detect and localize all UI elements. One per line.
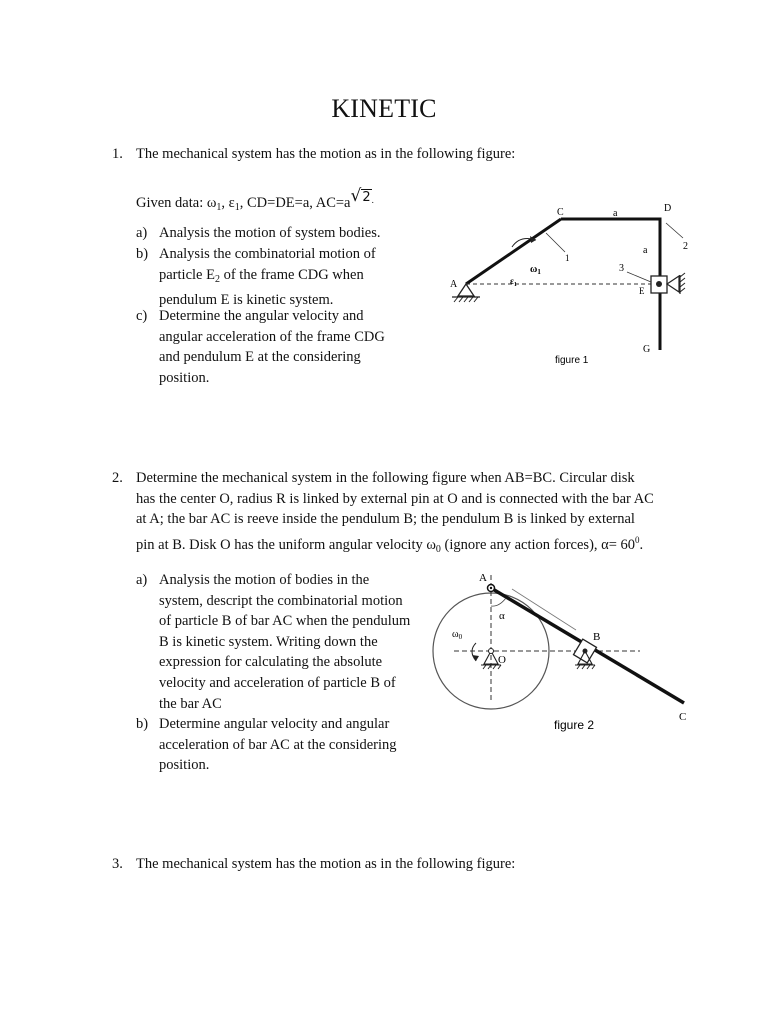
q1-item-b-after-sub: of the frame CDG when (219, 266, 364, 283)
q1-item-b-line (159, 265, 376, 291)
q1-item-b-line: Analysis the combinatorial motion of (159, 246, 376, 262)
label-e: E (639, 286, 645, 296)
q1-given-sub1: 1 (216, 202, 222, 213)
q1-item-c-line: Determine the angular velocity and (159, 308, 364, 324)
q2-item-b-marker: b) (136, 716, 149, 732)
q2-item-a-line: of particle B of bar AC when the pendulum (159, 613, 411, 630)
pin-e (656, 281, 662, 287)
q2-item-a-line: system, descript the combinatorial motion (159, 592, 403, 609)
sqrt-argument: 2 (362, 190, 371, 205)
q1-item-c-line: and pendulum E at the considering (159, 349, 361, 366)
sqrt-symbol: √ (350, 186, 362, 206)
eps-symbol: ε (510, 276, 514, 286)
label-2: 2 (683, 241, 688, 252)
q2-text-line: at A; the bar AC is reeve inside the pendulum B; the pendulum B is linked by external (136, 511, 635, 528)
sqrt-tail: . (371, 195, 374, 205)
q1-item-c-marker: c) (136, 308, 148, 324)
q2-line4-prefix: pin at B. Disk O has the uniform angular velocity ω (136, 536, 436, 553)
q2-item-a-marker: a) (136, 572, 148, 588)
q1-number: 1. (112, 146, 123, 162)
omega-sub: 1 (537, 268, 541, 276)
q1-item-b-marker: b) (136, 246, 149, 262)
pointer-2 (666, 223, 683, 238)
q2-item-b-line: Determine angular velocity and angular (159, 716, 390, 732)
q1-item-c-line: position. (159, 369, 210, 386)
figure-1-caption: figure 1 (555, 355, 589, 366)
q1-text: The mechanical system has the motion as in the following figure: (136, 146, 516, 162)
label-1: 1 (565, 253, 570, 263)
page-title: KINETIC (331, 94, 437, 123)
q1-given-mid1: , ε (221, 195, 235, 211)
q1-given-sub2: 1 (234, 202, 240, 213)
omega0-arrowhead-icon (472, 655, 479, 661)
pin-a-dot (490, 587, 492, 589)
label-g: G (643, 344, 651, 355)
label-c: C (679, 711, 687, 723)
q2-text-line: Determine the mechanical system in the following figure when AB=BC. Circular disk (136, 470, 635, 486)
bar-ac (466, 219, 561, 284)
figure-2-caption: figure 2 (554, 718, 595, 732)
label-a-right: a (643, 245, 648, 256)
q1-item-b-particle: particle E (159, 266, 215, 283)
q2-item-a-line: expression for calculating the absolute (159, 654, 383, 671)
q1-item-b-sub: 2 (214, 273, 220, 285)
q1-given-prefix: Given data: ω (136, 195, 217, 211)
q2-number: 2. (112, 470, 123, 486)
figure-1 (440, 195, 710, 375)
label-eps1 (510, 276, 517, 288)
label-3: 3 (619, 263, 624, 274)
q1-item-c-line: angular acceleration of the frame CDG (159, 328, 385, 345)
q1-item-b-line: pendulum E is kinetic system. (159, 292, 334, 309)
q2-item-a-line: the bar AC (159, 695, 222, 712)
q2-text-line: has the center O, radius R is linked by external pin at O and is connected with the bar AC (136, 490, 654, 507)
label-omega0 (452, 629, 463, 641)
q2-text-line (136, 530, 654, 561)
label-a-top: a (613, 208, 618, 219)
omega0-sub: 0 (458, 633, 463, 641)
label-c: C (557, 207, 564, 218)
figure-2 (428, 563, 698, 738)
q2-item-b-line: position. (159, 757, 210, 774)
frame-cdg (561, 219, 660, 350)
q2-line4-mid: (ignore any action forces), α= 60 (440, 536, 636, 553)
q2-line4-sup: 0 (635, 534, 640, 545)
omega0-symbol: ω (452, 629, 459, 640)
q3-text: The mechanical system has the motion as in the following figure: (136, 856, 516, 872)
q1-given-mid2: , CD=DE=a, AC=a (239, 195, 351, 211)
q2-line4-tail: . (639, 536, 644, 553)
q2-item-a-line: B is kinetic system. Writing down the (159, 633, 378, 650)
q1-item-a-line: Analysis the motion of system bodies. (159, 225, 381, 241)
pointer-3 (627, 272, 651, 282)
label-alpha: α (499, 610, 505, 622)
q2-item-a-line: Analysis the motion of bodies in the (159, 572, 370, 588)
q2-item-a-line: velocity and acceleration of particle B of (159, 674, 396, 691)
alpha-arc (491, 598, 506, 606)
q2-text (136, 468, 654, 560)
label-omega1 (530, 264, 541, 276)
q2-line4-sub: 0 (435, 543, 441, 555)
omega-symbol: ω (530, 264, 538, 275)
pendulum-support (667, 273, 685, 294)
eps-sub: 1 (513, 282, 517, 288)
label-d: D (664, 203, 672, 214)
label-a: A (479, 572, 487, 584)
q1-item-a-marker: a) (136, 225, 148, 241)
label-a: A (450, 279, 458, 290)
q2-item-b-line: acceleration of bar AC at the considering (159, 736, 397, 753)
pointer-1 (546, 233, 565, 252)
bar-edge (512, 589, 576, 630)
label-o: O (498, 654, 506, 666)
q1-given-data (136, 186, 374, 219)
q3-number: 3. (112, 856, 123, 872)
pin-o (489, 649, 494, 654)
label-b: B (593, 631, 601, 643)
